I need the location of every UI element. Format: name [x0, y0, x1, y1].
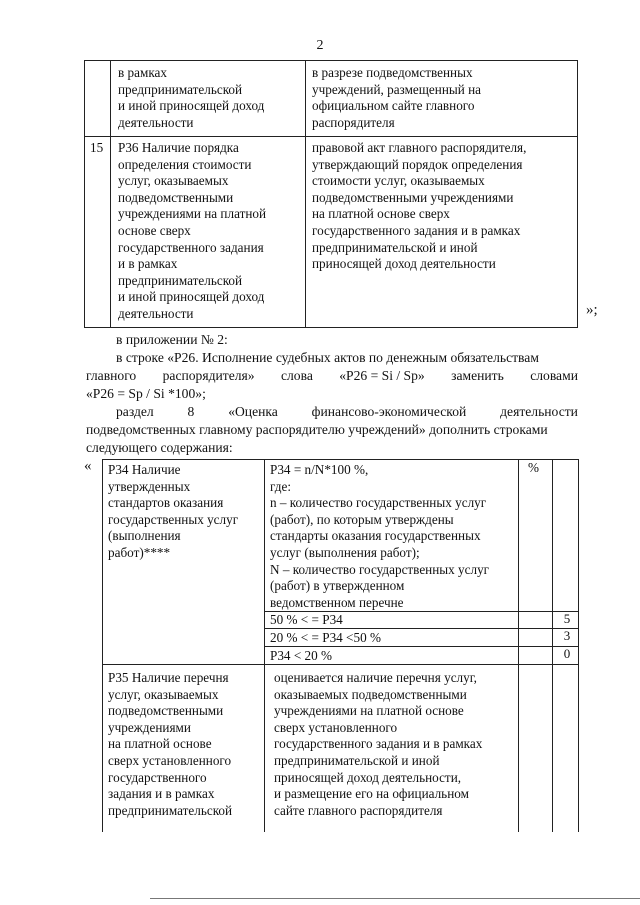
paragraph-section8-line1 [116, 403, 578, 421]
paragraph-r26-line2 [86, 367, 578, 385]
word: 8 [187, 404, 195, 419]
table2-left-border [102, 459, 103, 832]
table1-left-border [84, 60, 85, 328]
word: слова [280, 368, 313, 383]
table1-row-a-indicator: в рамках предпринимательской и иной приносящей доход деятельности [118, 65, 265, 130]
r35-indicator: Р35 Наличие перечня услуг, оказываемых подведомственными учреждениями на платной основе сверх установленного государственного задания и в рамках предпринимательской [108, 670, 233, 818]
page-bottom-edge-line [150, 898, 640, 899]
table1-row-b-number: 15 [90, 140, 104, 155]
word: распорядителя» [162, 368, 255, 383]
r34-criterion-2-score: 3 [563, 628, 571, 643]
r34-criterion-1-score: 5 [563, 611, 571, 626]
page-number: 2 [316, 38, 324, 53]
r35-formula: оценивается наличие перечня услуг, оказываемых подведомственными учреждениями на платной основе сверх установленного государственного задания и в рамках предпринимательской и иной приносящей доход деятельности, и размещение его на официальном сайте главного распорядителя [274, 670, 483, 818]
table1-top-border [84, 60, 578, 61]
r34-criterion-2: 20 % < = Р34 <50 % [270, 630, 381, 645]
word: деятельности [500, 404, 578, 419]
word: раздел [116, 404, 154, 419]
word: заменить [451, 368, 504, 383]
table1-row-b-indicator: Р36 Наличие порядка определения стоимости услуг, оказываемых подведомственными учреждениями на платной основе сверх государственного задания и в рамках предпринимательской и иной приносящей доход деятельности [118, 140, 267, 321]
word: финансово-экономической [311, 404, 467, 419]
paragraph-section8-line3: следующего содержания: [86, 440, 233, 455]
word: «Р26 = Si / Sp» [339, 368, 425, 383]
r34-criterion-3: Р34 < 20 % [270, 648, 333, 663]
r34-unit: % [528, 460, 539, 475]
r34-criterion-3-score: 0 [563, 646, 571, 661]
paragraph-r26-line3: «Р26 = Sp / Si *100»; [86, 386, 206, 401]
r34-criterion-1: 50 % < = Р34 [270, 612, 343, 627]
table1-col-divider-1 [110, 60, 111, 328]
paragraph-r26-line1: в строке «Р26. Исполнение судебных актов по денежным обязательствам [116, 350, 539, 365]
word: словами [530, 368, 578, 383]
table1-closing-quote: »; [586, 302, 598, 318]
table1-bottom-border [84, 327, 578, 328]
word: главного [86, 368, 137, 383]
r34-indicator: Р34 Наличие утвержденных стандартов оказания государственных услуг (выполнения работ)**** [108, 462, 239, 560]
table2-top-border [102, 459, 579, 460]
table1-right-border [577, 60, 578, 328]
table2-opening-quote: « [84, 458, 92, 474]
word: «Оценка [228, 404, 278, 419]
paragraph-appendix-2: в приложении № 2: [116, 332, 228, 347]
r34-formula: Р34 = n/N*100 %, где: n – количество государственных услуг (работ), по которым утверждены стандарты оказания государственных услуг (выполнения работ); N – количество государственных услуг (работ) в утвержденном ведомственном перечне [270, 462, 490, 610]
paragraph-section8-line2: подведомственных главному распорядителю учреждений» дополнить строками [86, 422, 548, 437]
table1-row-a-source: в разрезе подведомственных учреждений, размещенный на официальном сайте главного распорядителя [312, 65, 482, 130]
table1-row-b-source: правовой акт главного распорядителя, утверждающий порядок определения стоимости услуг, оказываемых подведомственными учреждениями на платной основе сверх государственного задания и в рамках предпринимательской и иной приносящей доход деятельности [312, 140, 527, 272]
table1-col-divider-2 [305, 60, 306, 328]
table1-row-divider [84, 136, 578, 137]
